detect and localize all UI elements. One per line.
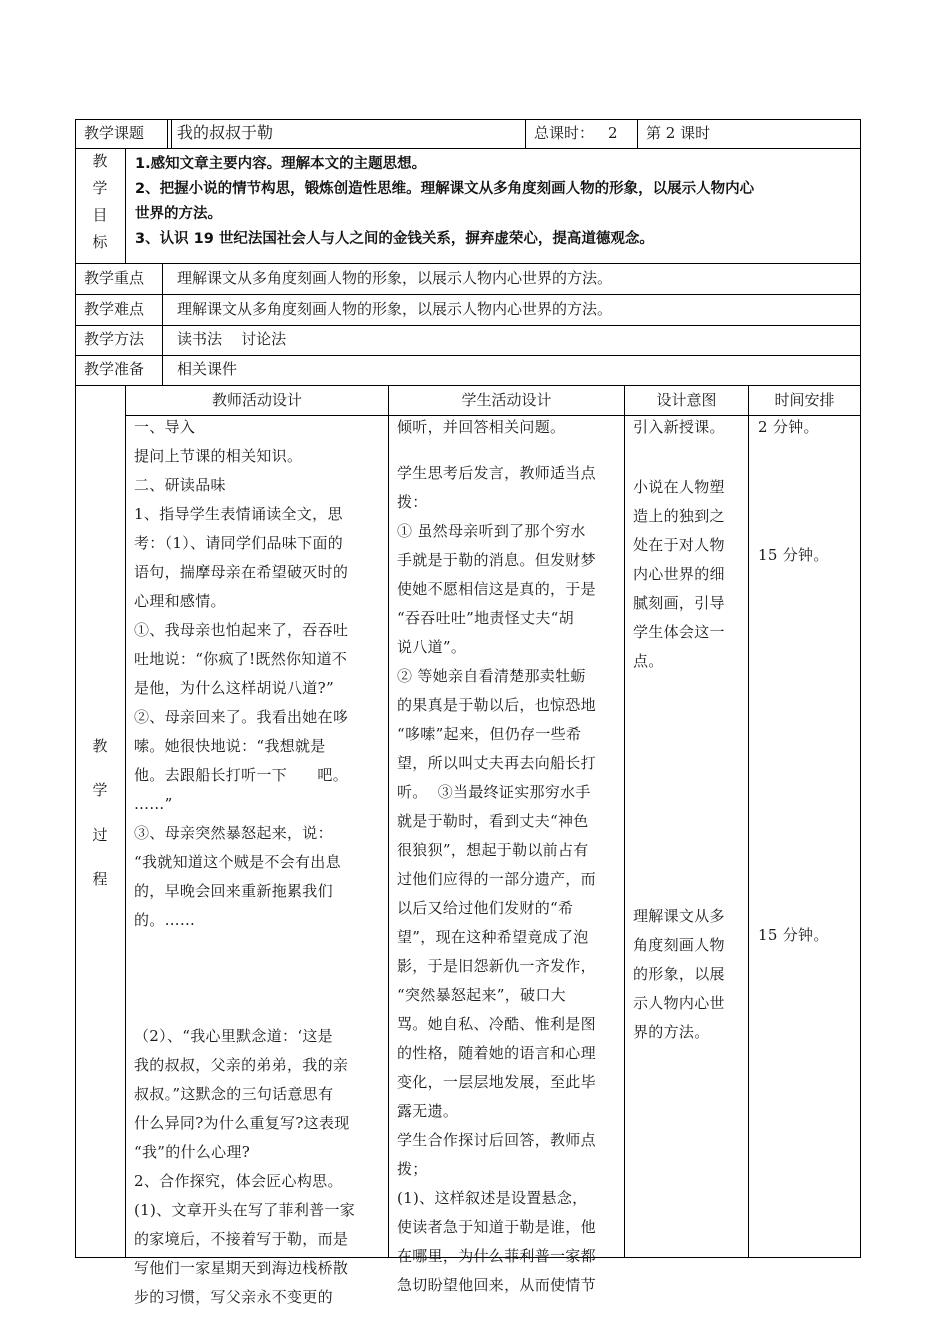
teacher-line: 他。去跟船长打听一下 吧。 bbox=[134, 766, 349, 784]
teacher-line: 的。…… bbox=[134, 911, 196, 929]
objective-line: 世界的方法。 bbox=[135, 206, 222, 222]
column-header-intent: 设计意图 bbox=[656, 391, 717, 409]
time-second: 15 分钟。 bbox=[758, 546, 829, 564]
student-line: 影，于是旧怨新仇一齐发作， bbox=[397, 957, 596, 975]
method-value: 读书法 讨论法 bbox=[177, 330, 287, 348]
intent-line: 学生体会这一 bbox=[633, 623, 725, 641]
student-line: 拨； bbox=[397, 1160, 428, 1178]
student-line: 的果真是于勒以后，也惊恐地 bbox=[397, 696, 596, 714]
student-line: ② 等她亲自看清楚那卖牡蛎 bbox=[397, 667, 586, 685]
intent-line: 处在于对人物 bbox=[633, 536, 725, 554]
teacher-line: 的家境后，不接着写于勒，而是 bbox=[134, 1230, 349, 1248]
key-point-label: 教学重点 bbox=[84, 269, 145, 287]
student-line: 拨： bbox=[397, 493, 428, 511]
column-header-student: 学生活动设计 bbox=[461, 391, 552, 409]
student-line: 使读者急于知道于勒是谁，他 bbox=[397, 1218, 596, 1236]
teacher-line: 什么异同?为什么重复写?这表现 bbox=[134, 1114, 350, 1132]
intent-text-method bbox=[633, 902, 745, 1047]
teacher-line: 1、指导学生表情诵读全文，思 bbox=[134, 505, 343, 523]
teacher-line: “我”的什么心理? bbox=[134, 1143, 251, 1161]
teacher-line: 提问上节课的相关知识。 bbox=[134, 447, 303, 465]
intent-first: 引入新授课。 bbox=[633, 418, 725, 436]
intent-line: 界的方法。 bbox=[633, 1023, 710, 1041]
lesson-period: 第 2 课时 bbox=[646, 124, 711, 142]
intent-line: 理解课文从多 bbox=[633, 907, 725, 925]
teacher-line: 语句，揣摩母亲在希望破灭时的 bbox=[134, 563, 349, 581]
teacher-line: 的，早晚会回来重新拖累我们 bbox=[134, 882, 333, 900]
objectives-label-char: 标 bbox=[92, 233, 108, 251]
teacher-line bbox=[134, 993, 384, 1022]
intent-line: 的形象，以展 bbox=[633, 965, 725, 983]
student-line: 在哪里，为什么菲利普一家都 bbox=[397, 1247, 596, 1265]
difficulty-value: 理解课文从多角度刻画人物的形象，以展示人物内心世界的方法。 bbox=[177, 300, 613, 318]
student-line: 说八道”。 bbox=[397, 638, 467, 656]
intent-line: 内心世界的细 bbox=[633, 565, 725, 583]
teacher-line: 是他，为什么这样胡说八道?” bbox=[134, 679, 334, 697]
student-line: “吞吞吐吐”地责怪丈夫“胡 bbox=[397, 609, 574, 627]
student-activity-first: 倾听，并回答相关问题。 bbox=[397, 418, 566, 436]
student-line: 很狼狈”，想起于勒以前占有 bbox=[397, 841, 589, 859]
student-line: “突然暴怒起来”，破口大 bbox=[397, 986, 566, 1004]
intent-line: 造上的独到之 bbox=[633, 507, 725, 525]
student-line: 过他们应得的一部分遗产，而 bbox=[397, 870, 596, 888]
student-line: ① 虽然母亲听到了那个穷水 bbox=[397, 522, 586, 540]
preparation-value: 相关课件 bbox=[177, 360, 238, 378]
student-line: (1)、这样叙述是设置悬念， bbox=[397, 1189, 588, 1207]
objectives-label-char: 教 bbox=[92, 152, 108, 170]
student-line: 露无遗。 bbox=[397, 1102, 459, 1120]
teacher-line: 2、合作探究，体会匠心构思。 bbox=[134, 1172, 343, 1190]
teacher-line: ②、母亲回来了。我看出她在哆 bbox=[134, 708, 349, 726]
teacher-line: 一、导入 bbox=[134, 418, 196, 436]
topic-label: 教学课题 bbox=[84, 124, 145, 142]
student-line: 就是于勒时，看到丈夫“神色 bbox=[397, 812, 589, 830]
objectives-label-char: 学 bbox=[92, 179, 108, 197]
student-line: 学生思考后发言，教师适当点 bbox=[397, 464, 596, 482]
time-third: 15 分钟。 bbox=[758, 926, 829, 944]
process-label-char: 程 bbox=[92, 870, 108, 888]
student-line: 变化，一层层地发展，至此毕 bbox=[397, 1073, 596, 1091]
teacher-line bbox=[134, 964, 384, 993]
teacher-line: 我的叔叔，父亲的弟弟，我的亲 bbox=[134, 1056, 349, 1074]
student-activity-text bbox=[397, 459, 622, 1300]
key-point-value: 理解课文从多角度刻画人物的形象，以展示人物内心世界的方法。 bbox=[177, 269, 613, 287]
total-hours-value: 2 bbox=[608, 124, 618, 142]
teacher-line: 二、研读品味 bbox=[134, 476, 226, 494]
intent-line: 角度刻画人物 bbox=[633, 936, 725, 954]
column-header-time: 时间安排 bbox=[774, 391, 835, 409]
column-header-teacher: 教师活动设计 bbox=[211, 391, 302, 409]
intent-line: 示人物内心世 bbox=[633, 994, 725, 1012]
teacher-line: 吐地说：“你疯了!既然你知道不 bbox=[134, 650, 348, 668]
process-label-char: 教 bbox=[92, 737, 108, 755]
student-line: 急切盼望他回来，从而使情节 bbox=[397, 1276, 596, 1294]
teacher-line bbox=[134, 935, 384, 964]
intent-line: 腻刻画，引导 bbox=[633, 594, 725, 612]
teacher-activity-text bbox=[134, 413, 384, 1312]
teacher-line: 步的习惯，写父亲永不变更的 bbox=[134, 1288, 333, 1306]
objective-line: 1.感知文章主要内容。理解本文的主题思想。 bbox=[135, 156, 427, 172]
intent-line: 点。 bbox=[633, 652, 664, 670]
topic-value: 我的叔叔于勒 bbox=[177, 123, 274, 142]
teacher-line: ①、我母亲也怕起来了，吞吞吐 bbox=[134, 621, 349, 639]
student-line: 望”，现在这种希望竟成了泡 bbox=[397, 928, 589, 946]
student-line: 以后又给过他们发财的“希 bbox=[397, 899, 574, 917]
student-line: 的性格，随着她的语言和心理 bbox=[397, 1044, 596, 1062]
method-label: 教学方法 bbox=[84, 330, 145, 348]
total-hours-label: 总课时： bbox=[534, 124, 595, 142]
student-line: 手就是于勒的消息。但发财梦 bbox=[397, 551, 596, 569]
teacher-line: ……” bbox=[134, 795, 173, 813]
process-label-char: 过 bbox=[92, 826, 108, 844]
student-line: 望，所以叫丈夫再去向船长打 bbox=[397, 754, 596, 772]
objective-line: 2、把握小说的情节构思，锻炼创造性思维。理解课文从多角度刻画人物的形象，以展示人物内心 bbox=[135, 181, 755, 197]
teacher-line: （2）、“我心里默念道：‘这是 bbox=[134, 1027, 333, 1045]
teacher-line: 写他们一家星期天到海边栈桥散 bbox=[134, 1259, 349, 1277]
process-label-char: 学 bbox=[92, 781, 108, 799]
objective-line: 3、认识 19 世纪法国社会人与人之间的金钱关系，摒弃虚荣心，提高道德观念。 bbox=[135, 231, 654, 247]
preparation-label: 教学准备 bbox=[84, 360, 145, 378]
student-line: 听。 ③当最终证实那穷水手 bbox=[397, 783, 591, 801]
student-line: 骂。她自私、冷酷、惟利是图 bbox=[397, 1015, 596, 1033]
objectives-label-char: 目 bbox=[92, 206, 108, 224]
student-line: 学生合作探讨后回答，教师点 bbox=[397, 1131, 596, 1149]
teacher-line: 嗦。她很快地说：“我想就是 bbox=[134, 737, 326, 755]
teacher-line: “我就知道这个贼是不会有出息 bbox=[134, 853, 341, 871]
intent-line: 小说在人物塑 bbox=[633, 478, 725, 496]
teacher-line: ③、母亲突然暴怒起来，说： bbox=[134, 824, 333, 842]
intent-text-characterization bbox=[633, 473, 745, 676]
teacher-line: 叔叔。”这默念的三句话意思有 bbox=[134, 1085, 334, 1103]
teacher-line: (1)、文章开头在写了菲利普一家 bbox=[134, 1201, 356, 1219]
difficulty-label: 教学难点 bbox=[84, 300, 145, 318]
teacher-line: 考：（1）、请同学们品味下面的 bbox=[134, 534, 344, 552]
student-line: “哆嗦”起来，但仍存一些希 bbox=[397, 725, 582, 743]
teacher-line: 心理和感情。 bbox=[134, 592, 226, 610]
time-first: 2 分钟。 bbox=[758, 418, 819, 436]
student-line: 使她不愿相信这是真的，于是 bbox=[397, 580, 596, 598]
